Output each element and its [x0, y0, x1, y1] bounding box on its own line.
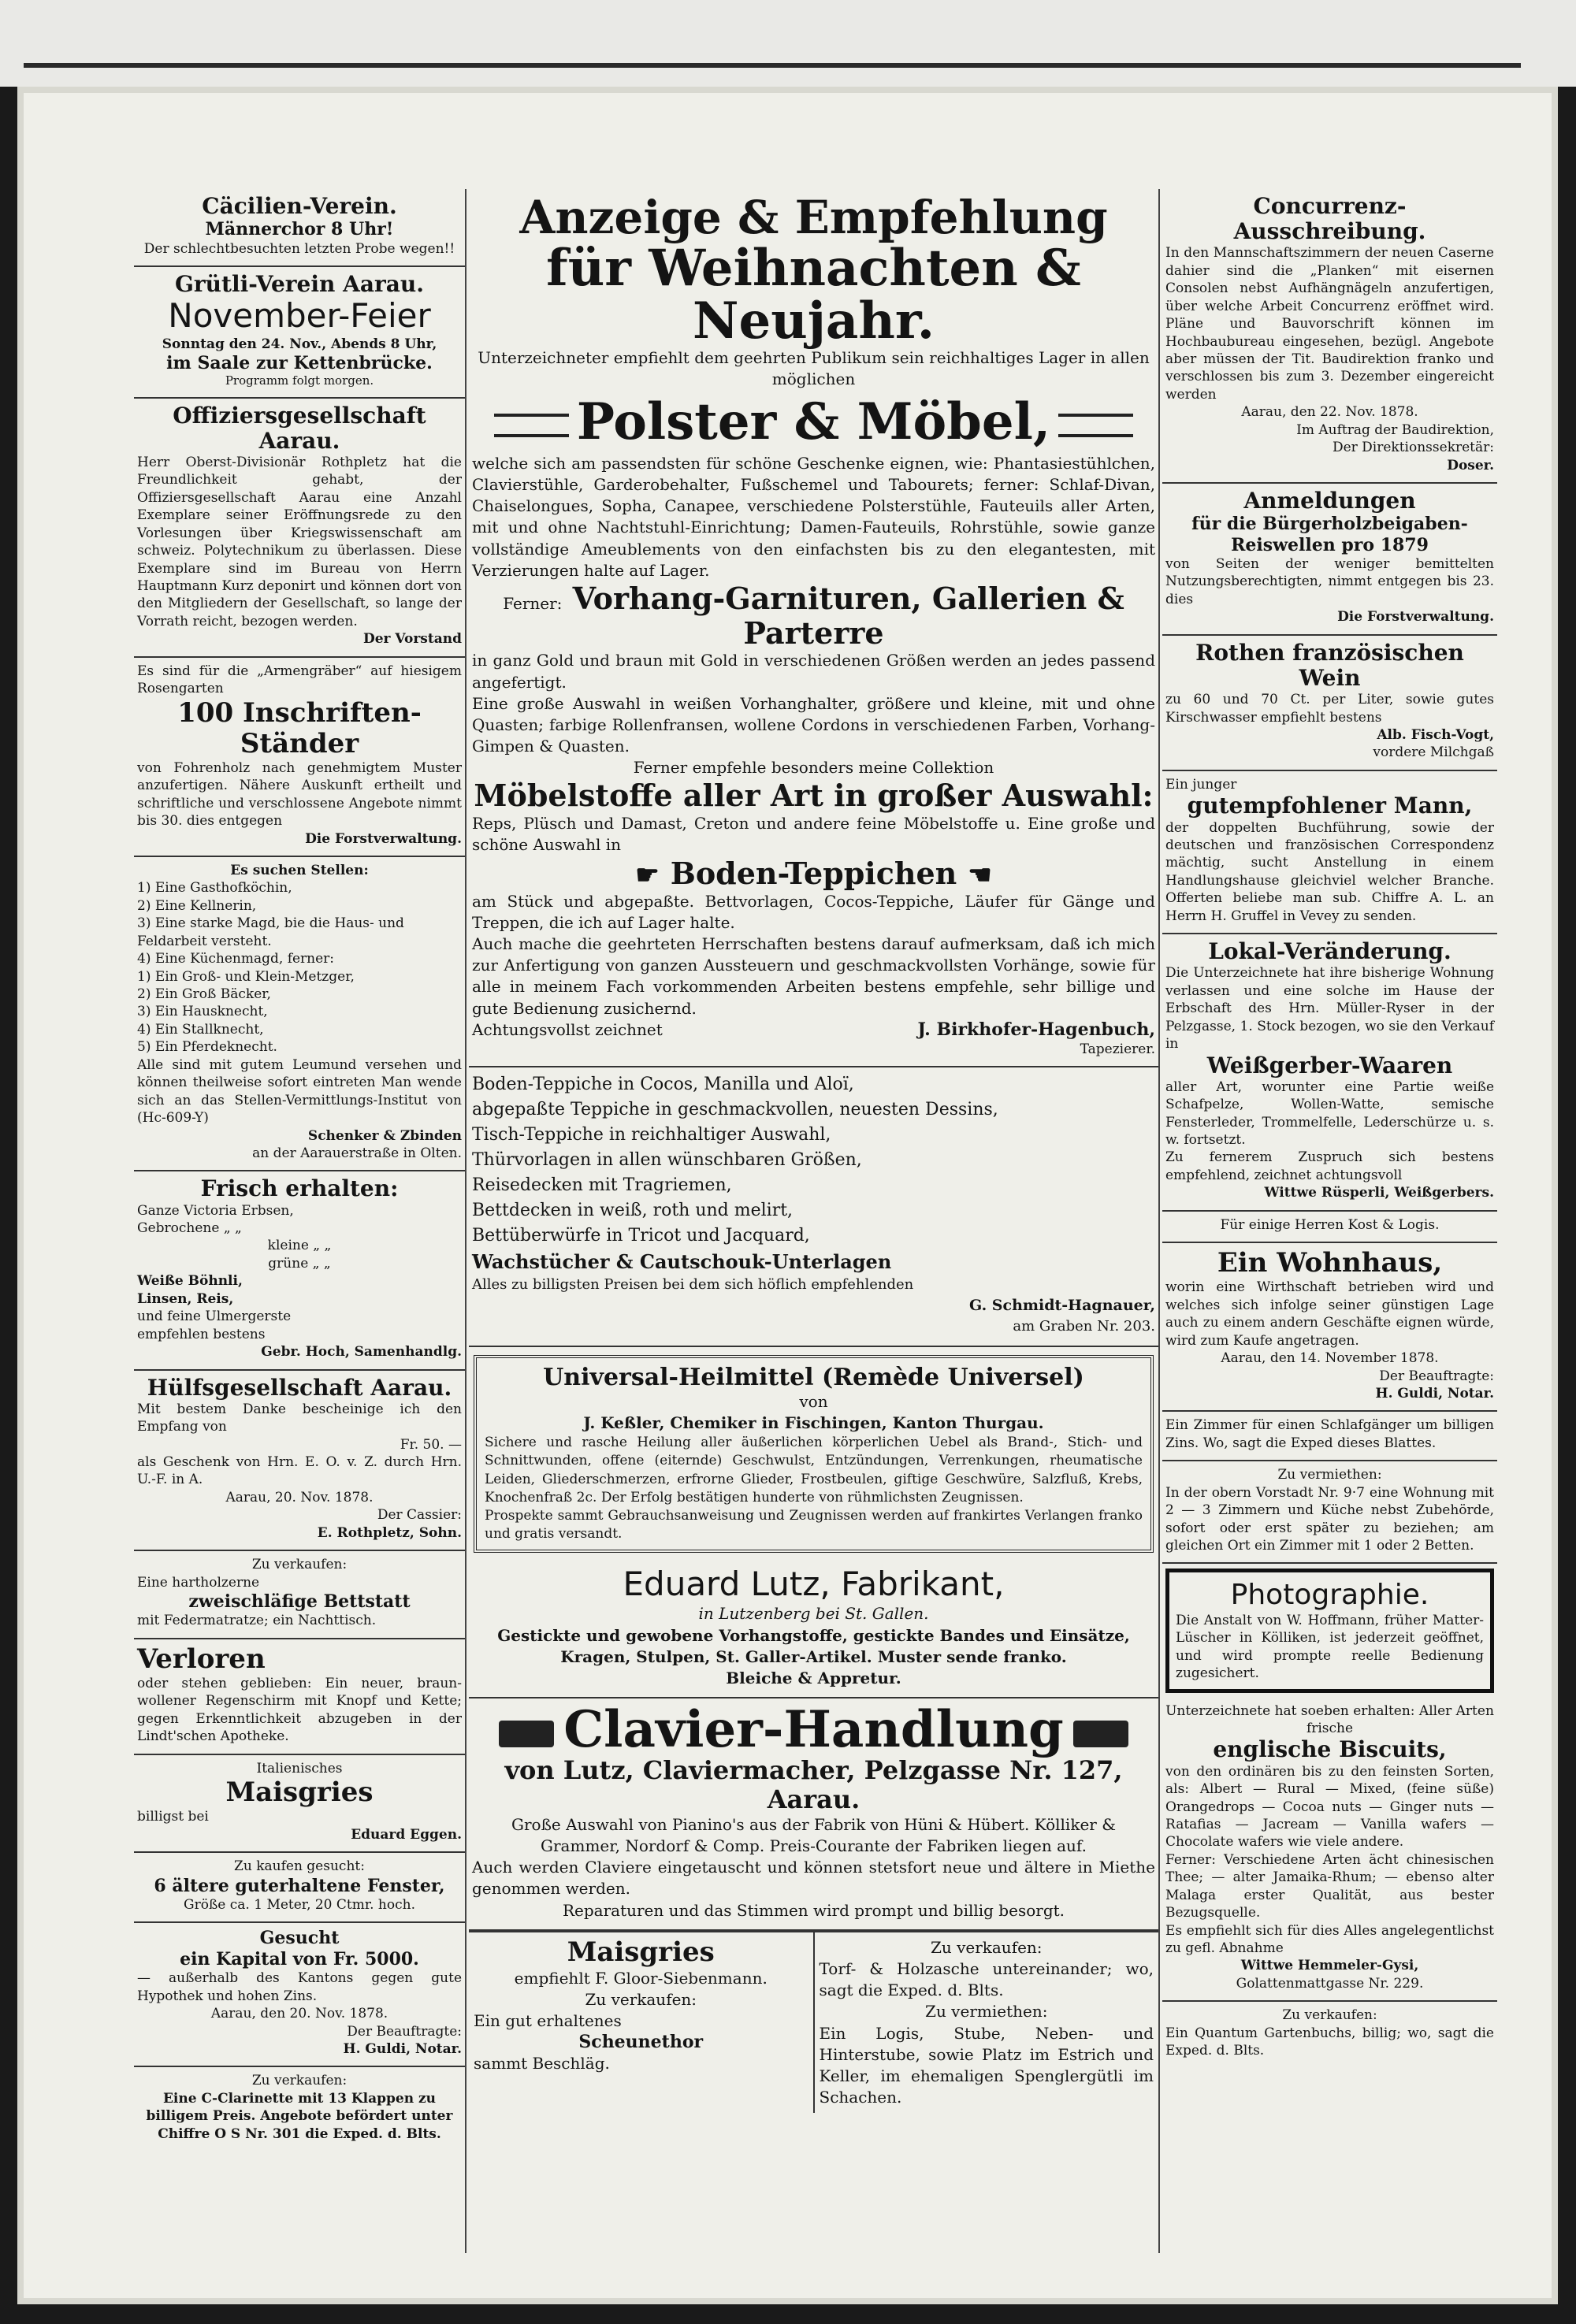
ad-text: empfiehlt F. Gloor-Siebenmann.	[514, 1968, 768, 1988]
ad-text: Auch mache die geehrteten Herrschaften bestens darauf aufmerksam, daß ich mich zur Anfertigung von ganzen Aussteuern und geschmackvollsten Vorhänge, sowie für alle in meinem Fach vorkommenden Arbeiten bestens empfehle, sehr billige und gute Bedienung zusichernd.	[472, 934, 1155, 1018]
ad-huelfs	[134, 1371, 465, 1552]
ad-forst	[134, 658, 465, 857]
ad-title: für Weihnachten & Neujahr.	[546, 238, 1081, 351]
ad-line: in Lutzenberg bei St. Gallen.	[698, 1604, 929, 1624]
list-item: 1) Ein Groß- und Klein-Metzger,	[137, 968, 355, 985]
job-list	[137, 879, 462, 1056]
ad-line: Der schlechtbesuchten letzten Probe wegen!!	[143, 240, 455, 257]
list-item: Bettdecken in weiß, roth und melirt,	[472, 1200, 794, 1220]
ad-text: Prospekte sammt Gebrauchsanweisung und Zeugnissen werden auf frankirtes Verlangen franko und gratis versandt.	[485, 1507, 1143, 1542]
ad-line: im Saale zur Kettenbrücke.	[166, 352, 433, 373]
ad-offiziers	[134, 399, 465, 658]
ad-line: grüne „ „	[268, 1255, 331, 1272]
ad-title: Hülfsgesellschaft Aarau.	[147, 1374, 452, 1401]
ad-text: Große Auswahl von Pianino's aus der Fabrik von Hüni & Hübert. Kölliker & Grammer, Nordorf & Comp. Preis-Courante der Fabriken liegen auf.	[511, 1814, 1116, 1856]
ad-title: Anmeldungen	[1243, 488, 1416, 514]
ad-text: In der obern Vorstadt Nr. 9·7 eine Wohnung mit 2 — 3 Zimmern und Küche nebst Zubehörde, sofort oder erst später zu beziehen; am gleichen Ort ein Zimmer mit 1 oder 2 Betten.	[1165, 1484, 1494, 1554]
list-item: 2) Eine Kellnerin,	[137, 897, 257, 914]
ad-signature: G. Schmidt-Hagnauer,	[969, 1296, 1155, 1314]
ad-signature: Schenker & Zbinden	[307, 1127, 462, 1144]
ad-text: Reps, Plüsch und Damast, Creton und andere feine Möbelstoffe u. Eine große und schöne Auswahl in	[472, 814, 1155, 855]
ad-gesucht	[134, 1923, 465, 2067]
ad-clavier	[469, 1698, 1158, 1931]
ad-pre: Zu verkaufen:	[251, 1557, 348, 1573]
ad-title: Gesucht	[259, 1928, 340, 1949]
ad-lutz	[469, 1561, 1158, 1698]
ad-headline: Scheunethor	[578, 2032, 704, 2053]
ad-signature: H. Guldi, Notar.	[1375, 1385, 1494, 1401]
ad-headline	[472, 392, 1155, 451]
ad-headline	[472, 856, 1155, 891]
ad-wohnung	[1162, 1461, 1497, 1564]
ad-text: In den Mannschaftszimmern der neuen Caserne dahier sind die „Planken“ mit eisernen Consolen nebst Aufhängnägeln anzufertigen, über welche Arbeit Concurrenz eröffnet wird. Pläne und Bauvorschrift können im Hochbaubureau eingesehen, bezügl. Angebote aber müssen der Tit. Baudirektion franko und verschlossen bis zum 3. Dezember eingereicht werden	[1165, 245, 1494, 403]
scan-top-margin	[0, 0, 1576, 87]
column-divider	[465, 189, 466, 2253]
ad-pre: Zu verkaufen:	[1282, 2007, 1377, 2024]
ad-line: von	[799, 1392, 828, 1411]
ad-text: worin eine Wirthschaft betrieben wird und welches sich infolge seiner günstigen Lage auch zu einem andern Geschäfte eignen würde, wird zum Kaufe angetragen.	[1165, 1279, 1494, 1349]
ad-text: Unterzeichneter empfiehlt dem geehrten Publikum sein reichhaltiges Lager in allen möglichen	[478, 348, 1150, 389]
ad-garten	[1162, 2002, 1497, 2067]
ad-concurrenz	[1162, 189, 1497, 484]
ad-title: Frisch erhalten:	[200, 1175, 399, 1202]
ad-line: Ein gut erhaltenes	[474, 2011, 622, 2031]
ad-text: Eine C-Clarinette mit 13 Klappen zu billigem Preis. Angebote befördert unter Chiffre O S Nr. 301 die Exped. d. Blts.	[146, 2090, 453, 2142]
ad-title: Photographie.	[1230, 1579, 1429, 1612]
ad-pre: Zu vermiethen:	[1277, 1467, 1382, 1483]
ad-text: Reparaturen und das Stimmen wird prompt und billig besorgt.	[562, 1900, 1065, 1920]
ad-line: Programm folgt morgen.	[225, 373, 374, 388]
decorative-rule-icon	[494, 414, 569, 437]
list-item: Tisch-Teppiche in reichhaltiger Auswahl,	[472, 1125, 831, 1145]
ad-birkhofer	[469, 189, 1158, 1067]
ad-greeting: Achtungsvollst zeichnet	[472, 1019, 663, 1039]
ad-title: Universal-Heilmittel (Remède Universel)	[543, 1363, 1084, 1391]
ad-text: Mit bestem Danke bescheinige ich den Empfang von	[137, 1401, 462, 1435]
ad-bettstatt	[134, 1551, 465, 1639]
ad-verloren	[134, 1639, 465, 1755]
ad-line: Größe ca. 1 Meter, 20 Ctmr. hoch.	[184, 1896, 415, 1913]
ad-text: Die Unterzeichnete hat ihre bisherige Wohnung verlassen und eine solche im Hause der Erbschaft des Hrn. Müller-Ryser in der Pelzgasse, 1. Stock bezogen, wo sie den Verkauf in	[1165, 965, 1494, 1052]
ad-signature: Die Forstverwaltung.	[1337, 609, 1494, 626]
ad-title: Maisgries	[225, 1776, 374, 1809]
ad-pre: Ein junger	[1165, 776, 1237, 793]
list-item: 3) Ein Hausknecht,	[137, 1004, 268, 1020]
list-item: 4) Ein Stallknecht,	[137, 1021, 264, 1038]
ad-text: am Stück und abgepaßte. Bettvorlagen, Cocos-Teppiche, Läufer für Gänge und Treppen, die ich auf Lager halte.	[472, 891, 1155, 932]
ad-role: Tapezierer.	[1080, 1041, 1155, 1057]
ad-title	[472, 1700, 1155, 1760]
ad-headline: 6 ältere guterhaltene Fenster,	[154, 1875, 445, 1896]
bottom-split	[469, 1931, 1158, 2114]
ad-headline: gutempfohlener Mann,	[1187, 793, 1473, 819]
ad-text: welche sich am passendsten für schöne Geschenke eignen, wie: Phantasiestühlchen, Clavierstühle, Garderobehalter, Fußschemel und Tabourets; ferner: Schlaf-Divan, Chaiselongues, Sopha, Canapee, verschiedene Polsterstühle, Fauteuils aller Arten, mit und ohne Nachtstuhl-Einrichtung; Damen-Fauteuils, Rohrstühle, sowie ganze vollständige Ameublements von den einfachsten bis zu den elegantesten, mit Verzierungen halte auf Lager.	[472, 453, 1155, 580]
ad-pre: Italienisches	[256, 1760, 343, 1776]
ad-title: Es suchen Stellen:	[230, 862, 369, 878]
ad-text: Für einige Herren Kost & Logis.	[1220, 1216, 1440, 1233]
list-item: Boden-Teppiche in Cocos, Manilla und Aloï,	[472, 1075, 854, 1095]
ad-title: Maisgries	[567, 1936, 715, 1968]
ad-date: Aarau, den 22. Nov. 1878.	[1241, 404, 1418, 421]
ad-text: aller Art, worunter eine Partie weiße Schafpelze, Wollen-Watte, semische Fensterleder, Trommelfelle, Lederschürze u. s. w. fortsetzt.	[1165, 1078, 1494, 1149]
ad-text: Eine große Auswahl in weißen Vorhanghalter, größere und kleine, mit und ohne Quasten; farbige Rollenfransen, wollene Cordons in verschiedenen Farben, Vorhang-Gimpen & Quasten.	[472, 693, 1155, 756]
ad-pre: Zu verkaufen:	[251, 2073, 348, 2089]
ad-pre: Zu verkaufen:	[585, 1990, 697, 2010]
headline-text: Vorhang-Garnituren, Gallerien & Parterre	[572, 580, 1124, 651]
ad-zimmer	[1162, 1412, 1497, 1461]
ad-signature: J. Birkhofer-Hagenbuch,	[917, 1019, 1155, 1040]
ad-amount: Fr. 50. —	[400, 1436, 462, 1453]
center-column	[469, 189, 1158, 2113]
ad-line: und feine Ulmergerste	[137, 1309, 292, 1325]
ad-text: von Seiten der weniger bemittelten Nutzungsberechtigten, nimmt entgegen bis 23. dies	[1165, 556, 1494, 607]
ad-line: mit Federmatratze; ein Nachttisch.	[137, 1613, 377, 1629]
ad-text: zu 60 und 70 Ct. per Liter, sowie gutes Kirschwasser empfiehlt bestens	[1165, 692, 1494, 726]
ad-title: Offiziersgesellschaft Aarau.	[173, 402, 426, 454]
ad-gruetli	[134, 267, 465, 399]
ad-line: Linsen, Reis,	[137, 1290, 234, 1307]
ad-role: Der Beauftragte:	[347, 2023, 462, 2040]
ad-photographie	[1165, 1569, 1494, 1692]
ad-headline: von Lutz, Claviermacher, Pelzgasse Nr. 127, Aarau.	[504, 1755, 1123, 1815]
ad-text: Auch werden Claviere eingetauscht und können stetsfort neue und ältere in Miethe genommen werden.	[472, 1858, 1155, 1899]
ad-signature: H. Guldi, Notar.	[343, 2040, 462, 2057]
ad-signature: Doser.	[1447, 457, 1494, 473]
ad-text: der doppelten Buchführung, sowie der deutschen und französischen Correspondenz mächtig, sucht Anstellung in einem Handlungshause gleichviel welcher Branche. Offerten beliebe man sub. Chiffre A. L. an Herrn H. Gruffel in Vevey zu senden.	[1165, 819, 1494, 924]
ad-signature: Alb. Fisch-Vogt,	[1377, 727, 1494, 744]
ad-teppiche	[469, 1067, 1158, 1346]
ad-line: Weiße Böhnli,	[137, 1273, 243, 1290]
right-column	[1162, 189, 1497, 2068]
ad-address: vordere Milchgaß	[1373, 744, 1494, 761]
list-item: Thürvorlagen in allen wünschbaren Größen,	[472, 1150, 862, 1171]
ad-text: Es empfiehlt sich für dies Alles angelegentlichst zu gefl. Abnahme	[1165, 1922, 1494, 1957]
ad-text: Zu fernerem Zuspruch sich bestens empfehlend, zeichnet achtungsvoll	[1165, 1149, 1494, 1183]
ad-line: Männerchor 8 Uhr!	[205, 219, 394, 240]
decorative-rule-icon	[1058, 414, 1133, 437]
ad-lokal	[1162, 934, 1497, 1212]
ad-line: J. Keßler, Chemiker in Fischingen, Kanton Thurgau.	[583, 1413, 1044, 1433]
ad-headline: zweischläfige Bettstatt	[188, 1591, 411, 1613]
ad-text: Ferner empfehle besonders meine Collektion	[633, 758, 994, 778]
ad-signature: Gebr. Hoch, Samenhandlg.	[261, 1344, 462, 1361]
list-item: Bettüberwürfe in Tricot und Jacquard,	[472, 1225, 810, 1246]
ad-text: Torf- & Holzasche untereinander; wo, sagt die Exped. d. Blts.	[819, 1958, 1154, 2000]
ad-signature: Der Vorstand	[362, 631, 462, 648]
ad-maisgries	[134, 1755, 465, 1853]
ad-text: — außerhalb des Kantons gegen gute Hypothek und hohen Zins.	[137, 1970, 462, 2004]
ad-text: Ein Logis, Stube, Neben- und Hinterstube, sowie Platz im Estrich und Keller, im ehemaligen Spenglergütli im Schachen.	[819, 2023, 1154, 2107]
ad-text: als Geschenk von Hrn. E. O. v. Z. durch Hrn. U.-F. in A.	[137, 1454, 462, 1488]
list-item: abgepaßte Teppiche in geschmackvollen, neuesten Dessins,	[472, 1100, 998, 1120]
ad-role: Der Beauftragte:	[1379, 1368, 1494, 1384]
ad-title: Lokal-Veränderung.	[1208, 938, 1451, 965]
ad-title: Verloren	[137, 1643, 266, 1675]
piano-icon	[1073, 1721, 1128, 1747]
ad-pre: Unterzeichnete hat soeben erhalten: Aller Arten frische	[1165, 1702, 1494, 1737]
ad-headline: für die Bürgerholzbeigaben-Reiswellen pro 1879	[1191, 514, 1468, 555]
ad-signature: Wittwe Hemmeler-Gysi,	[1240, 1958, 1419, 1974]
ad-date: Aarau, den 14. November 1878.	[1221, 1350, 1439, 1367]
column-divider	[1158, 189, 1160, 2253]
signature-row	[472, 1019, 1155, 1041]
ad-signature: Eduard Eggen.	[351, 1826, 462, 1843]
ad-pre: Zu verkaufen:	[930, 1937, 1043, 1957]
ad-pre: Ferner:	[503, 593, 563, 613]
ad-headline: Möbelstoffe aller Art in großer Auswahl:	[474, 778, 1154, 814]
ad-line: Sonntag den 24. Nov., Abends 8 Uhr,	[162, 336, 437, 352]
ad-mann	[1162, 771, 1497, 934]
ad-line: sammt Beschläg.	[474, 2053, 610, 2073]
page-edge-rule	[24, 63, 1521, 68]
ad-role: Der Direktionssekretär:	[1332, 440, 1494, 456]
ad-torf	[815, 1932, 1159, 2114]
ad-clarinette	[134, 2067, 465, 2151]
ad-frisch	[134, 1171, 465, 1370]
ad-date: Aarau, 20. Nov. 1878.	[225, 1489, 374, 1505]
ad-line: Gebrochene „ „	[137, 1220, 242, 1237]
ad-signature: Die Forstverwaltung.	[305, 830, 462, 847]
left-column	[134, 189, 465, 2151]
ad-headline: englische Biscuits,	[1213, 1736, 1447, 1763]
ad-biscuits	[1162, 1698, 1497, 2003]
ad-address: Golattenmattgasse Nr. 229.	[1236, 1975, 1424, 1992]
list-item: 3) Eine starke Magd, bie die Haus- und Feldarbeit versteht.	[137, 915, 404, 949]
ad-line: Ganze Victoria Erbsen,	[137, 1202, 294, 1219]
ad-headline: November-Feier	[168, 296, 431, 336]
ad-caecilien	[134, 189, 465, 267]
ad-date: Aarau, den 20. Nov. 1878.	[210, 2006, 388, 2022]
ad-wein	[1162, 636, 1497, 771]
ad-pre: Zu kaufen gesucht:	[234, 1858, 365, 1875]
ad-title: Rothen französischen Wein	[1195, 639, 1464, 691]
ad-wohnhaus	[1162, 1243, 1497, 1412]
ad-text: Ferner: Verschiedene Arten ächt chinesischen Thee; — alter Jamaika-Rhum; — ebenso alter Malaga erster Qualität, aus bester Bezugsquelle.	[1165, 1851, 1494, 1921]
ad-text: Gestickte und gewobene Vorhangstoffe, gestickte Bandes und Einsätze, Kragen, Stulpen, St. Galler-Artikel. Muster sende franko.	[497, 1625, 1130, 1666]
ad-headline	[472, 581, 1155, 650]
pointing-hand-icon: ☚	[968, 859, 992, 891]
ad-text: Alles zu billigsten Preisen bei dem sich höflich empfehlenden	[472, 1276, 914, 1294]
ad-title: Grütli-Verein Aarau.	[175, 271, 424, 298]
ad-text: Herr Oberst-Divisionär Rothpletz hat die Freundlichkeit gehabt, der Offiziersgesellschaft Aarau eine Anzahl Exemplare seiner Eröffnungsrede zu den Vorlesungen über Kriegswissenschaft am schweiz. Polytechnikum zu überlassen. Diese Exemplare sind im Bureau von Herrn Hauptmann Kurz deponirt und können dort von den Mitgliedern der Gesellschaft, so lange der Vorrath reicht, bezogen werden.	[137, 454, 462, 629]
piano-icon	[499, 1721, 554, 1747]
headline-text: Boden-Teppichen	[670, 855, 957, 891]
ad-text: Ein Quantum Gartenbuchs, billig; wo, sagt die Exped. d. Blts.	[1165, 2025, 1494, 2059]
ad-kost	[1162, 1212, 1497, 1243]
ad-address: an der Aarauerstraße in Olten.	[252, 1145, 462, 1161]
ad-line: Eine hartholzerne	[137, 1574, 260, 1591]
ad-headline: 100 Inschriften-Ständer	[177, 696, 422, 759]
ad-stellen	[134, 857, 465, 1171]
ad-title: Eduard Lutz, Fabrikant,	[623, 1565, 1005, 1604]
ad-title: Anzeige & Empfehlung	[519, 191, 1108, 244]
ad-text: Ein Zimmer für einen Schlafgänger um billigen Zins. Wo, sagt die Exped dieses Blattes.	[1165, 1417, 1494, 1451]
ad-text: Die Anstalt von W. Hoffmann, früher Matter-Lüscher in Kölliken, ist jederzeit geöffnet, und wird prompte reelle Bedienung zugesichert.	[1176, 1612, 1484, 1682]
ad-signature: E. Rothpletz, Sohn.	[317, 1524, 462, 1541]
ad-line: Bleiche & Appretur.	[726, 1668, 901, 1687]
ad-gloor	[469, 1932, 815, 2114]
ad-title: Concurrenz-Ausschreibung.	[1233, 193, 1426, 245]
ad-address: am Graben Nr. 203.	[1013, 1318, 1155, 1335]
ad-line: kleine „ „	[267, 1238, 332, 1254]
list-item: Reisedecken mit Tragriemen,	[472, 1175, 732, 1195]
ad-line: billigst bei	[137, 1809, 209, 1825]
ad-text: Sichere und rasche Heilung aller äußerlichen körperlichen Uebel als Brand-, Stich- und Schnittwunden, offene (eiternde) Geschwulst, Entzündungen, Verrenkungen, rheumatische Leiden, Gliederschmerzen, erfrorne Glieder, Frostbeulen, giftige Geschwüre, Salzfluß, Krebs, Knochenfraß 2c. Der Erfolg bestätigen hunderte von rühmlichsten Zeugnissen.	[485, 1435, 1143, 1505]
ad-text: von den ordinären bis zu den feinsten Sorten, als: Albert — Rural — Mixed, (feine süße) Orangedrops — Cocoa nuts — Ginger nuts — Ratafias — Jacream — Vanilla wafers — Chocolate wafers wie viele andere.	[1165, 1763, 1494, 1851]
list-item: 5) Ein Pferdeknecht.	[137, 1039, 277, 1056]
ad-text: Es sind für die „Armengräber“ auf hiesigem Rosengarten	[137, 663, 462, 697]
ad-role: Im Auftrag der Baudirektion,	[1296, 421, 1494, 438]
ad-title: Cäcilien-Verein.	[202, 193, 397, 219]
list-item: 1) Eine Gasthofköchin,	[137, 880, 292, 897]
list-item: Wachstücher & Cautschouk-Unterlagen	[472, 1249, 892, 1273]
headline-text: Polster & Möbel,	[576, 392, 1051, 451]
list-item: 2) Ein Groß Bäcker,	[137, 986, 271, 1003]
ad-anmeldungen	[1162, 484, 1497, 636]
ad-headline: Weißgerber-Waaren	[1206, 1052, 1453, 1078]
ad-text: in ganz Gold und braun mit Gold in verschiedenen Größen werden an jedes passend angefertigt.	[472, 651, 1155, 692]
list-item: 4) Eine Küchenmagd, ferner:	[137, 951, 335, 967]
ad-pre: Zu vermiethen:	[925, 2002, 1048, 2021]
ad-signature: Wittwe Rüsperli, Weißgerbers.	[1264, 1185, 1494, 1201]
headline-text: Clavier-Handlung	[563, 1700, 1064, 1760]
ad-fenster	[134, 1853, 465, 1923]
ad-line: empfehlen bestens	[137, 1326, 266, 1342]
ad-universal	[474, 1355, 1154, 1554]
ad-headline: ein Kapital von Fr. 5000.	[180, 1948, 419, 1969]
ad-text: Alle sind mit gutem Leumund versehen und können theilweise sofort eintreten Man wende sich an das Stellen-Vermittlungs-Institut von (Hc-609-Y)	[137, 1056, 462, 1127]
ad-text: oder stehen geblieben: Ein neuer, braun-wollener Regenschirm mit Knopf und Kette; gegen Erkenntlichkeit abzugeben in der Lindt'schen Apotheke.	[137, 1676, 462, 1745]
ad-text: von Fohrenholz nach genehmigtem Muster anzufertigen. Nähere Auskunft ertheilt und schriftliche und verschlossene Angebote nimmt bis 30. dies entgegen	[137, 759, 462, 830]
ad-role: Der Cassier:	[377, 1507, 462, 1524]
ad-title: Ein Wohnhaus,	[1217, 1247, 1443, 1279]
pointing-hand-icon: ☛	[635, 859, 660, 891]
